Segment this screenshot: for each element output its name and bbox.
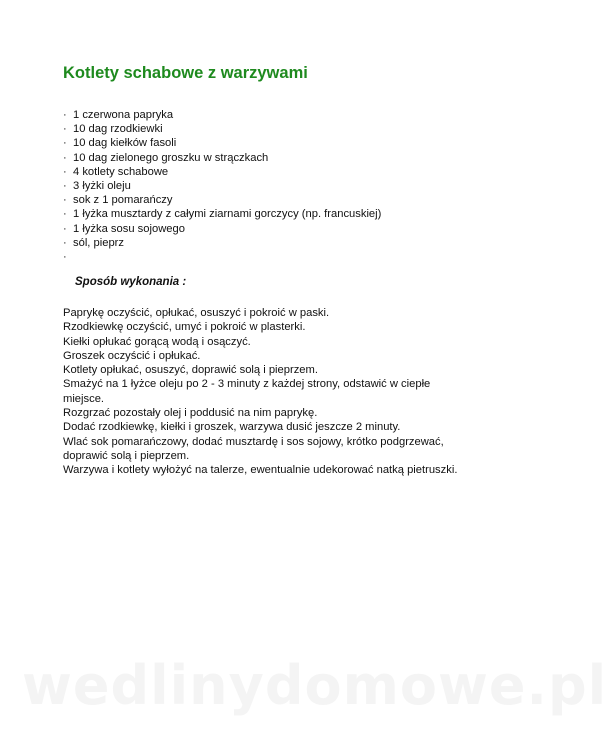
- ingredient-text: 1 łyżka musztardy z całymi ziarnami gorczycy (np. francuskiej): [73, 208, 382, 221]
- method-heading: Sposób wykonania :: [75, 276, 187, 288]
- bullet-icon: ·: [63, 194, 67, 207]
- ingredient-item: [63, 193, 381, 207]
- ingredient-text: 4 kotlety schabowe: [73, 165, 169, 178]
- ingredient-item: [63, 108, 381, 122]
- ingredient-text: 10 dag zielonego groszku w strączkach: [73, 151, 269, 164]
- step-text: Kotlety opłukać, osuszyć, doprawić solą i pieprzem.: [63, 364, 318, 377]
- step-text: Smażyć na 1 łyżce oleju po 2 - 3 minuty z każdej strony, odstawić w ciepłe miejsce.: [63, 378, 431, 405]
- ingredient-text: sól, pieprz: [73, 236, 124, 249]
- method-steps: [63, 306, 463, 478]
- ingredient-text: 3 łyżki oleju: [73, 180, 131, 193]
- step-text: Rozgrzać pozostały olej i poddusić na nim paprykę.: [63, 407, 318, 420]
- bullet-icon: ·: [63, 180, 67, 193]
- ingredient-text: 10 dag rzodkiewki: [73, 123, 163, 136]
- step-text: Dodać rzodkiewkę, kiełki i groszek, warzywa dusić jeszcze 2 minuty.: [63, 421, 401, 434]
- bullet-icon: ·: [63, 137, 67, 150]
- bullet-icon: ·: [63, 123, 67, 136]
- bullet-icon: ·: [63, 251, 67, 264]
- bullet-icon: ·: [63, 151, 67, 164]
- bullet-icon: ·: [63, 222, 67, 235]
- bullet-icon: ·: [63, 208, 67, 221]
- ingredient-item: [63, 207, 381, 221]
- bullet-icon: ·: [63, 165, 67, 178]
- recipe-title: Kotlety schabowe z warzywami: [63, 64, 308, 82]
- bullet-icon: ·: [63, 236, 67, 249]
- ingredient-text: 1 łyżka sosu sojowego: [73, 222, 185, 235]
- step-text: Wlać sok pomarańczowy, dodać musztardę i sos sojowy, krótko podgrzewać, doprawić solą i pieprzem.: [63, 435, 444, 462]
- ingredient-item: [63, 179, 381, 193]
- ingredient-text: 1 czerwona papryka: [73, 109, 174, 121]
- ingredient-item: [63, 236, 381, 250]
- step-text: Groszek oczyścić i opłukać.: [63, 349, 201, 362]
- ingredient-list: [63, 108, 382, 264]
- step-text: Kiełki opłukać gorącą wodą i osączyć.: [63, 335, 251, 348]
- ingredient-item: [63, 136, 381, 150]
- ingredient-text: sok z 1 pomarańczy: [73, 194, 173, 207]
- ingredient-text: 10 dag kiełków fasoli: [73, 137, 177, 150]
- ingredient-item: [63, 222, 381, 236]
- ingredient-item: [63, 122, 381, 136]
- bullet-icon: ·: [63, 109, 67, 121]
- watermark: wedlinydomowe.pl: [22, 654, 607, 717]
- ingredient-item: [63, 165, 381, 179]
- step-text: Warzywa i kotlety wyłożyć na talerze, ewentualnie udekorować natką pietruszki.: [63, 464, 458, 477]
- ingredient-item: [63, 151, 381, 165]
- step-text: Rzodkiewkę oczyścić, umyć i pokroić w plasterki.: [63, 321, 306, 334]
- step-text: Paprykę oczyścić, opłukać, osuszyć i pokroić w paski.: [63, 307, 330, 319]
